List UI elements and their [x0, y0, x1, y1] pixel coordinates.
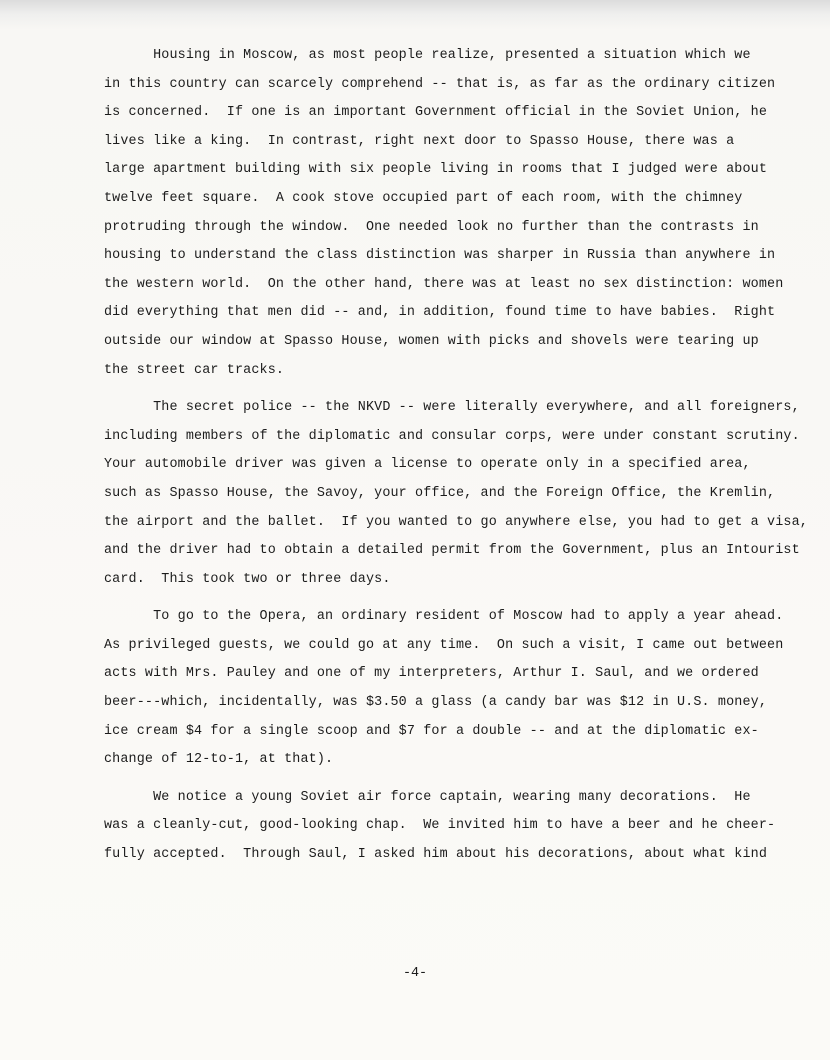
text-line: To go to the Opera, an ordinary resident of Moscow had to apply a year ahead.: [104, 609, 784, 625]
text-line: beer---which, incidentally, was $3.50 a glass (a candy bar was $12 in U.S. money,: [104, 695, 768, 711]
text-line: ice cream $4 for a single scoop and $7 for a double -- and at the diplomatic ex-: [104, 723, 759, 739]
text-line: did everything that men did -- and, in addition, found time to have babies. Right: [104, 305, 776, 321]
text-line: protruding through the window. One needed look no further than the contrasts in: [104, 219, 759, 235]
document-body: [104, 42, 816, 870]
paragraph-gap: [104, 775, 816, 784]
paragraph: [104, 394, 816, 594]
paragraph-gap: [104, 594, 816, 603]
text-line: the street car tracks.: [104, 362, 285, 378]
paragraph: [104, 784, 816, 870]
text-line: As privileged guests, we could go at any time. On such a visit, I came out between: [104, 637, 784, 653]
text-line: and the driver had to obtain a detailed permit from the Government, plus an Intourist: [104, 543, 800, 559]
text-line: change of 12-to-1, at that).: [104, 752, 334, 768]
text-line: lives like a king. In contrast, right next door to Spasso House, there was a: [104, 133, 735, 149]
page-number: -4-: [402, 966, 428, 981]
text-line: fully accepted. Through Saul, I asked him about his decorations, about what kind: [104, 847, 768, 863]
text-line: Your automobile driver was given a license to operate only in a specified area,: [104, 457, 751, 473]
paragraph: [104, 42, 816, 385]
paragraph-gap: [104, 385, 816, 394]
text-line: We notice a young Soviet air force captain, wearing many decorations. He: [104, 789, 751, 805]
paragraph: [104, 603, 816, 775]
text-line: is concerned. If one is an important Government official in the Soviet Union, he: [104, 105, 768, 121]
text-line: the western world. On the other hand, there was at least no sex distinction: women: [104, 276, 784, 292]
text-line: twelve feet square. A cook stove occupied part of each room, with the chimney: [104, 190, 743, 206]
text-line: Housing in Moscow, as most people realize, presented a situation which we: [104, 48, 751, 63]
text-line: the airport and the ballet. If you wanted to go anywhere else, you had to get a visa,: [104, 514, 808, 530]
text-line: was a cleanly-cut, good-looking chap. We invited him to have a beer and he cheer-: [104, 818, 776, 834]
text-line: large apartment building with six people living in rooms that I judged were about: [104, 162, 768, 178]
text-line: card. This took two or three days.: [104, 571, 391, 587]
text-line: The secret police -- the NKVD -- were literally everywhere, and all foreigners,: [104, 400, 800, 416]
text-line: acts with Mrs. Pauley and one of my interpreters, Arthur I. Saul, and we ordered: [104, 666, 759, 682]
text-line: such as Spasso House, the Savoy, your office, and the Foreign Office, the Kremlin,: [104, 485, 776, 501]
text-line: outside our window at Spasso House, women with picks and shovels were tearing up: [104, 333, 759, 349]
text-line: housing to understand the class distinction was sharper in Russia than anywhere in: [104, 248, 776, 264]
text-line: in this country can scarcely comprehend -- that is, as far as the ordinary citizen: [104, 76, 776, 92]
text-line: including members of the diplomatic and consular corps, were under constant scrutiny.: [104, 428, 800, 444]
